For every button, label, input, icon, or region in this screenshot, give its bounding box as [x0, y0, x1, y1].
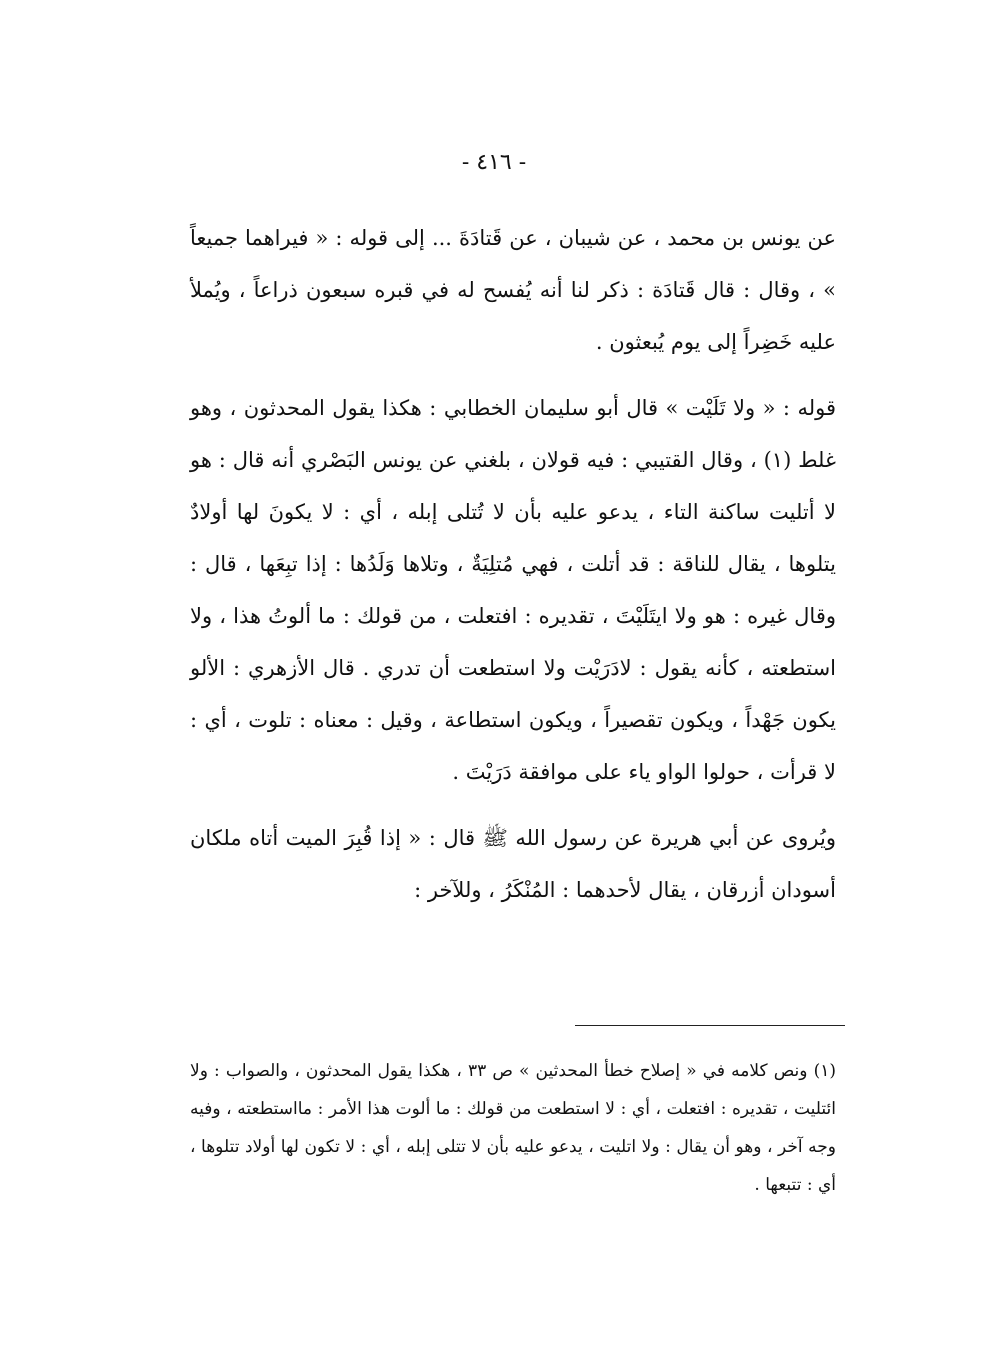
main-text	[190, 212, 836, 916]
paragraph-1: عن يونس بن محمد ، عن شيبان ، عن قَتادَةَ ... إلى قوله : « فيراهما جميعاً » ، وقال : قال قَتادَة : ذكر لنا أنه يُفسح له في قبره سبعون ذراعاً ، ويُملأ عليه خَضِراً إلى يوم يُبعثون .	[190, 226, 836, 354]
paragraph-2: قوله : « ولا تَلَيْت » قال أبو سليمان الخطابي : هكذا يقول المحدثون ، وهو غلط (١) ، وقال القتيبي : فيه قولان ، بلغني عن يونس البَصْري أنه قال : هو لا أتليت ساكنة التاء ، يدعو عليه بأن لا تُتلى إبله ، أي : لا يكونَ لها أولادٌ يتلوها ، يقال للناقة : قد أتلت ، فهي مُتلِيَةٌ ، وتلاها وَلَدُها : إذا تبِعَها ، قال : وقال غيره : هو ولا ايتَلَيْتَ ، تقديره : افتعلت ، من قولك : ما ألوتُ هذا ، ولا استطعته ، كأنه يقول : لادَرَيْت ولا استطعت أن تدري . قال الأزهري : الألو يكون جَهْداً ، ويكون تقصيراً ، ويكون استطاعة ، وقيل : معناه : تلوت ، أي : لا قرأت ، حولوا الواو ياء على موافقة دَرَيْتَ .	[190, 396, 836, 784]
page-number: - ٤١٦ -	[461, 150, 527, 175]
paragraph-3: ويُروى عن أبي هريرة عن رسول الله ﷺ قال : « إذا قُبِرَ الميت أتاه ملكان أسودان أزرقان ، يقال لأحدهما : المُنْكَرُ ، وللآخر :	[190, 826, 836, 902]
footnote: (١) ونص كلامه في « إصلاح خطأ المحدثين » ص ٣٣ ، هكذا يقول المحدثون ، والصواب : ولا ائتليت ، تقديره : افتعلت ، أي : لا استطعت من قولك : ما ألوت هذا الأمر : مااستطعته ، وفيه وجه آخر ، وهو أن يقال : ولا اتليت ، يدعو عليه بأن لا تتلى إبله ، أي : لا تكون لها أولاد تتلوها ، أي : تتبعها .	[190, 1061, 836, 1195]
footnote-divider	[575, 1025, 845, 1026]
